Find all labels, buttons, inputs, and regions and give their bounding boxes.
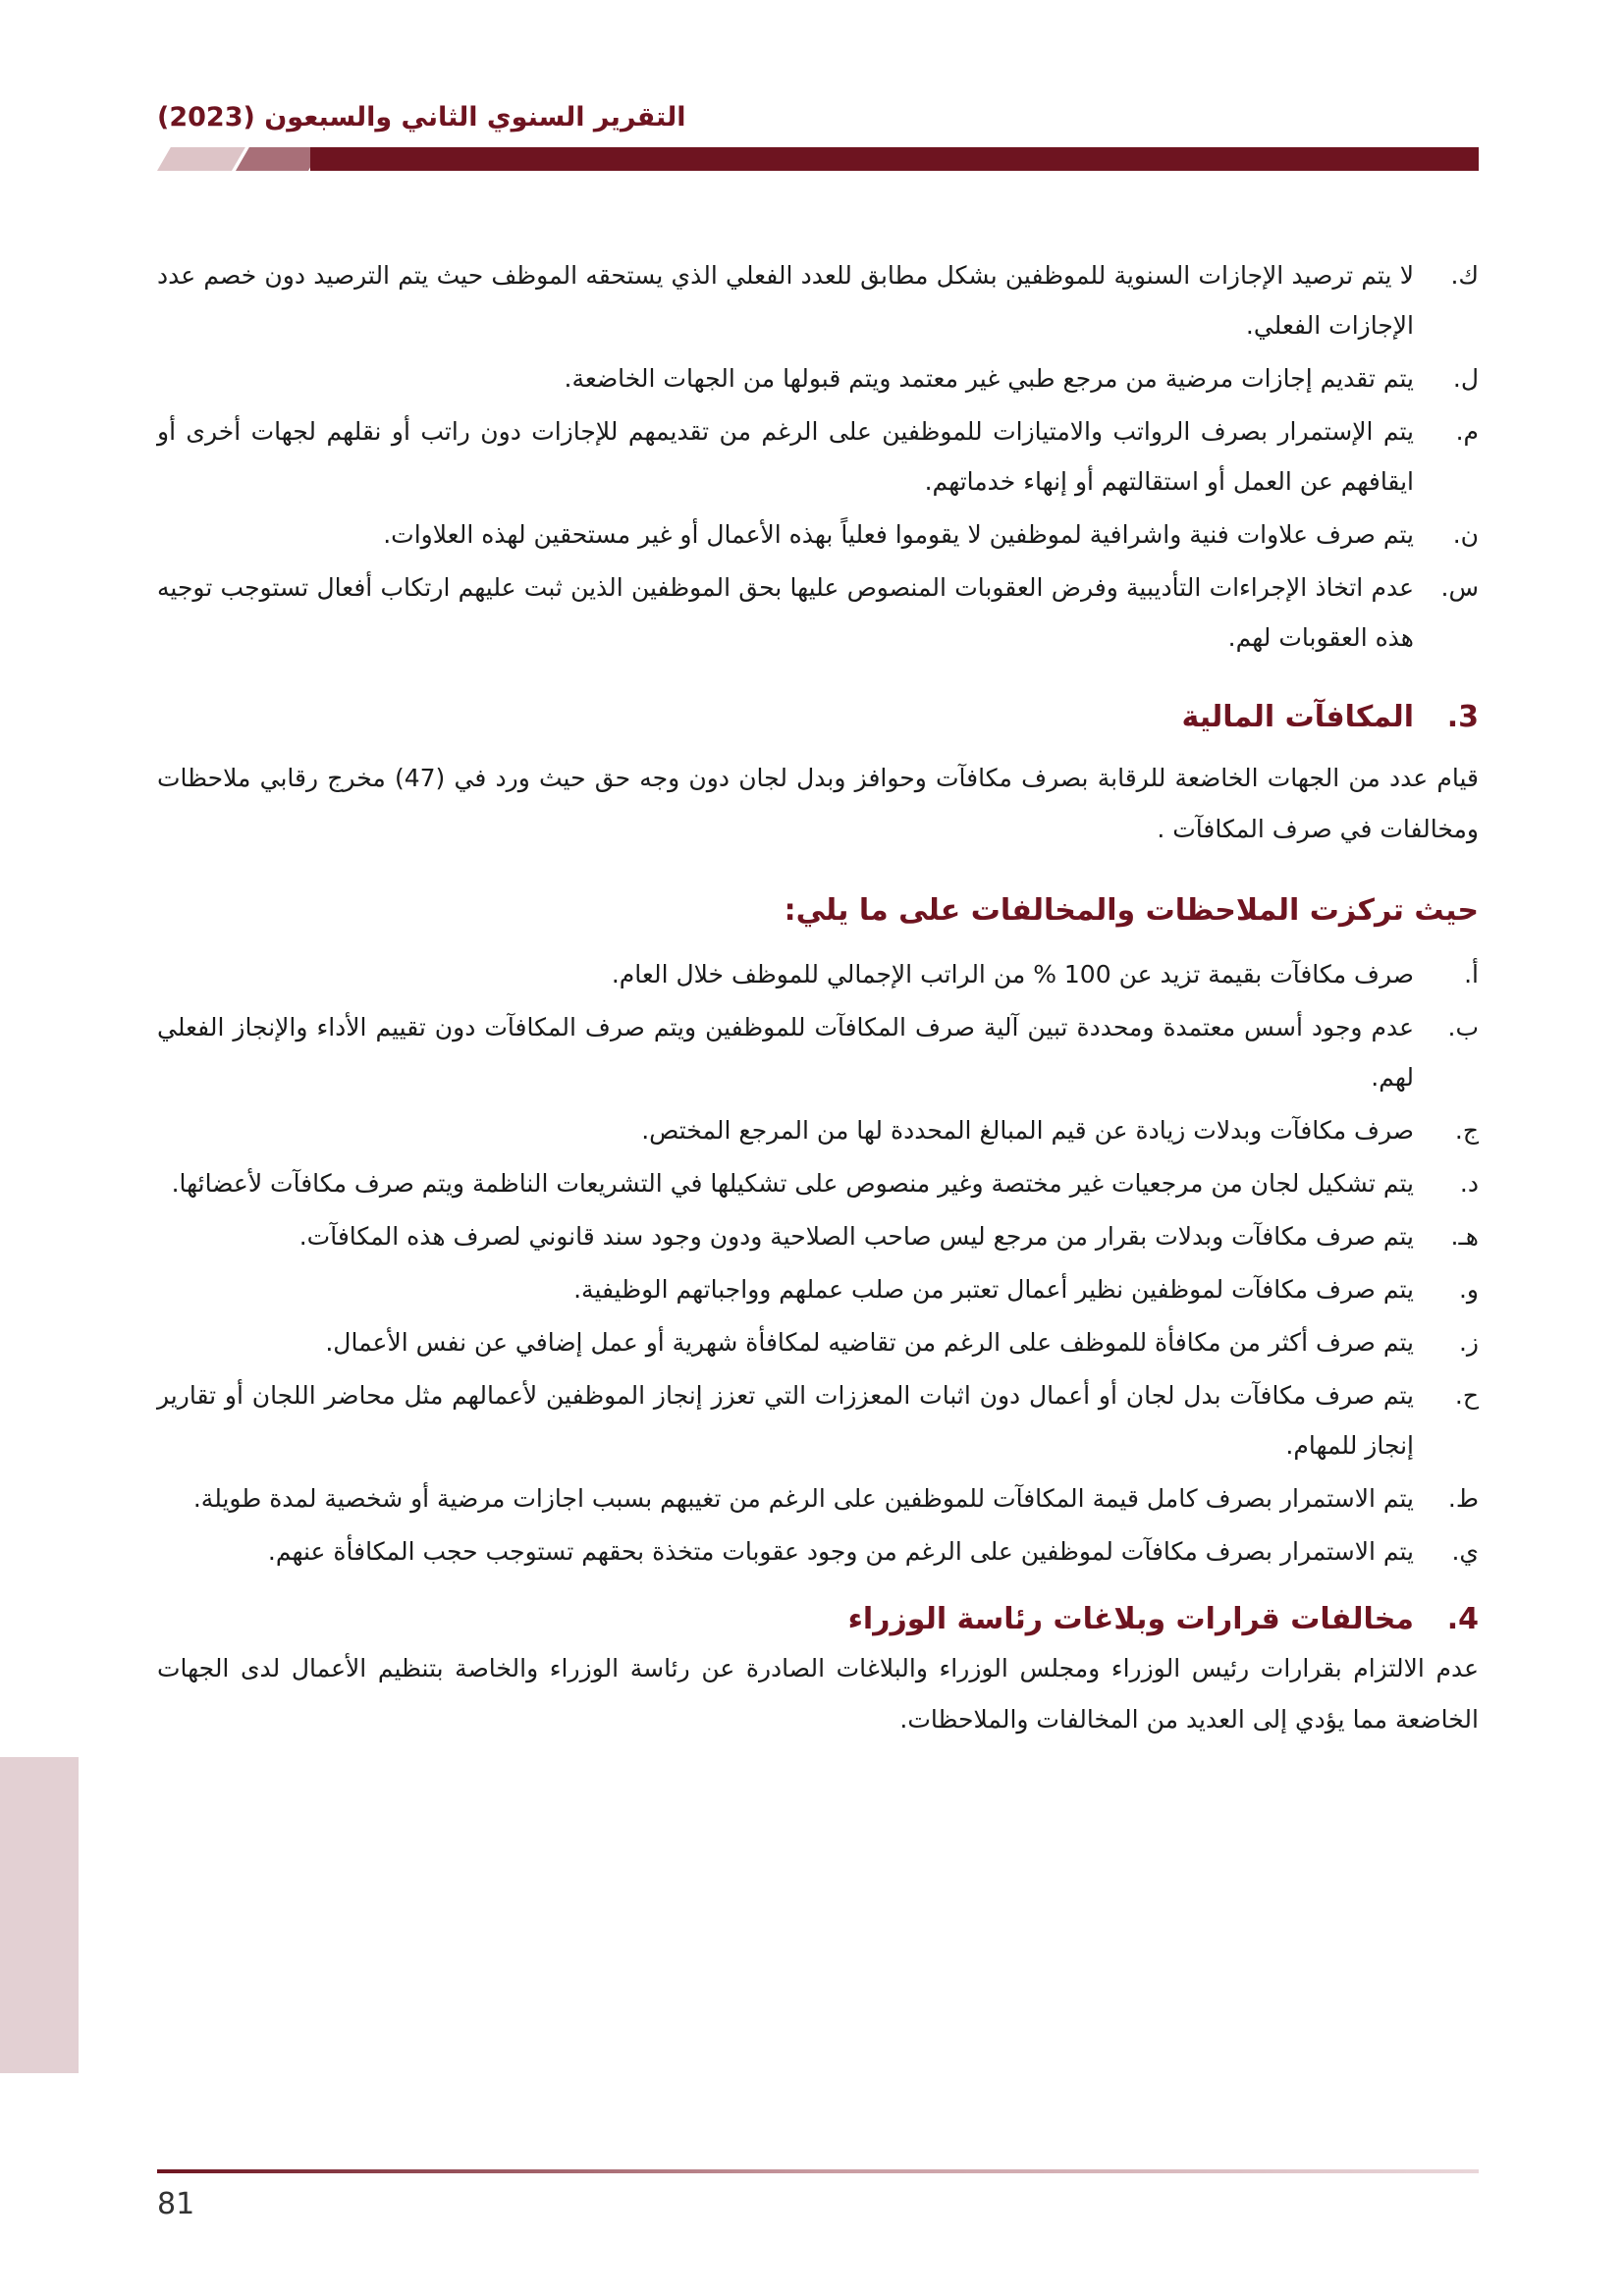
list-marker: ط. bbox=[1447, 1484, 1479, 1513]
list-item bbox=[157, 250, 1479, 350]
list-marker: ز. bbox=[1458, 1328, 1479, 1357]
footer-divider bbox=[157, 2169, 1479, 2173]
list-marker: ن. bbox=[1452, 520, 1479, 549]
section-4-paragraph: عدم الالتزام بقرارات رئيس الوزراء ومجلس الوزراء والبلاغات الصادرة عن رئاسة الوزراء والخاصة بتنظيم الأعمال لدى الجهات الخاضعة مما يؤدي إلى العديد من المخالفات والملاحظات. bbox=[157, 1654, 1479, 1734]
list-item bbox=[157, 353, 1479, 403]
list-text: يتم الاستمرار بصرف كامل قيمة المكافآت للموظفين على الرغم من تغيبهم بسبب اجازات مرضية أو شخصية لمدة طويلة. bbox=[192, 1484, 1414, 1513]
findings-subheading: حيث تركزت الملاحظات والمخالفات على ما يلي: bbox=[784, 893, 1479, 928]
list-marker: ب. bbox=[1447, 1013, 1479, 1041]
list-marker: هـ. bbox=[1450, 1222, 1479, 1251]
list-text: يتم تقديم إجازات مرضية من مرجع طبي غير معتمد ويتم قبولها من الجهات الخاضعة. bbox=[564, 364, 1414, 393]
list-marker: أ. bbox=[1464, 960, 1479, 988]
list-marker: ل. bbox=[1452, 364, 1479, 393]
list-item bbox=[157, 1264, 1479, 1314]
section-3-paragraph: قيام عدد من الجهات الخاضعة للرقابة بصرف مكافآت وحوافز وبدل لجان دون وجه حق حيث ورد في (47) مخرج رقابي ملاحظات ومخالفات في صرف المكافآت . bbox=[157, 764, 1479, 843]
list-marker: م. bbox=[1455, 417, 1479, 446]
side-decoration-bar bbox=[0, 1757, 79, 2073]
list-item bbox=[157, 562, 1479, 663]
list-marker: ي. bbox=[1451, 1537, 1479, 1566]
list-item bbox=[157, 1317, 1479, 1367]
list-marker: س. bbox=[1440, 573, 1479, 602]
list-text: يتم صرف أكثر من مكافأة للموظف على الرغم من تقاضيه لمكافأة شهرية أو عمل إضافي عن نفس الأعمال. bbox=[325, 1328, 1414, 1357]
section-title: مخالفات قرارات وبلاغات رئاسة الوزراء bbox=[847, 1602, 1414, 1636]
section-number: 4. bbox=[1446, 1602, 1479, 1636]
list-text: يتم تشكيل لجان من مرجعيات غير مختصة وغير منصوص على تشكيلها في التشريعات الناظمة ويتم صرف مكافآت لأعضائها. bbox=[171, 1169, 1414, 1198]
header-bar-light bbox=[157, 147, 245, 171]
list-marker: ج. bbox=[1454, 1116, 1479, 1145]
list-text: صرف مكافآت وبدلات زيادة عن قيم المبالغ المحددة لها من المرجع المختص. bbox=[641, 1116, 1414, 1145]
list-item bbox=[157, 1002, 1479, 1102]
list-text: يتم الاستمرار بصرف مكافآت لموظفين على الرغم من وجود عقوبات متخذة بحقهم تستوجب حجب المكافأة عنهم. bbox=[267, 1537, 1414, 1566]
list-item bbox=[157, 406, 1479, 507]
list-item bbox=[157, 1526, 1479, 1576]
list-text: يتم صرف مكافآت بدل لجان أو أعمال دون اثبات المعززات التي تعزز إنجاز الموظفين لأعمالهم مثل محاضر اللجان أو تقارير إنجاز للمهام. bbox=[157, 1381, 1414, 1460]
header-bar-main bbox=[310, 147, 1479, 171]
page-content bbox=[157, 250, 1479, 1745]
list-item bbox=[157, 1158, 1479, 1208]
list-text: صرف مكافآت بقيمة تزيد عن 100 % من الراتب الإجمالي للموظف خلال العام. bbox=[611, 960, 1414, 988]
list-item bbox=[157, 1370, 1479, 1470]
list-item bbox=[157, 509, 1479, 560]
list-text: يتم الإستمرار بصرف الرواتب والامتيازات للموظفين على الرغم من تقديمهم للإجازات دون راتب أو نقلهم لجهات أخرى أو ايقافهم عن العمل أو استقالتهم أو إنهاء خدماتهم. bbox=[157, 417, 1414, 496]
section-number: 3. bbox=[1446, 700, 1479, 734]
list-item bbox=[157, 1473, 1479, 1523]
list-marker: و. bbox=[1458, 1275, 1479, 1304]
page-number: 81 bbox=[157, 2187, 195, 2221]
list-item bbox=[157, 1211, 1479, 1261]
section-3-heading bbox=[157, 696, 1479, 739]
list-item bbox=[157, 1105, 1479, 1155]
section-title: المكافآت المالية bbox=[1181, 700, 1414, 734]
list-text: عدم اتخاذ الإجراءات التأديبية وفرض العقوبات المنصوص عليها بحق الموظفين الذين ثبت عليهم ارتكاب أفعال تستوجب توجيه هذه العقوبات لهم. bbox=[157, 573, 1414, 652]
list-text: عدم وجود أسس معتمدة ومحددة تبين آلية صرف المكافآت للموظفين ويتم صرف المكافآت دون تقييم الأداء والإنجاز الفعلي لهم. bbox=[157, 1013, 1414, 1092]
report-title: التقرير السنوي الثاني والسبعون (2023) bbox=[157, 102, 686, 133]
header-bar-mid bbox=[236, 147, 322, 171]
list-item bbox=[157, 949, 1479, 999]
section-4-heading bbox=[157, 1598, 1479, 1641]
list-marker: ك. bbox=[1450, 261, 1479, 290]
list-marker: د. bbox=[1459, 1169, 1479, 1198]
list-text: يتم صرف مكافآت لموظفين نظير أعمال تعتبر من صلب عملهم وواجباتهم الوظيفية. bbox=[573, 1275, 1414, 1304]
list-text: يتم صرف مكافآت وبدلات بقرار من مرجع ليس صاحب الصلاحية ودون وجود سند قانوني لصرف هذه المكافآت. bbox=[298, 1222, 1414, 1251]
list-text: يتم صرف علاوات فنية واشرافية لموظفين لا يقوموا فعلياً بهذه الأعمال أو غير مستحقين لهذه العلاوات. bbox=[383, 520, 1414, 549]
list-marker: ح. bbox=[1454, 1381, 1479, 1410]
list-text: لا يتم ترصيد الإجازات السنوية للموظفين بشكل مطابق للعدد الفعلي الذي يستحقه الموظف حيث يتم الترصيد دون خصم عدد الإجازات الفعلي. bbox=[157, 261, 1414, 340]
